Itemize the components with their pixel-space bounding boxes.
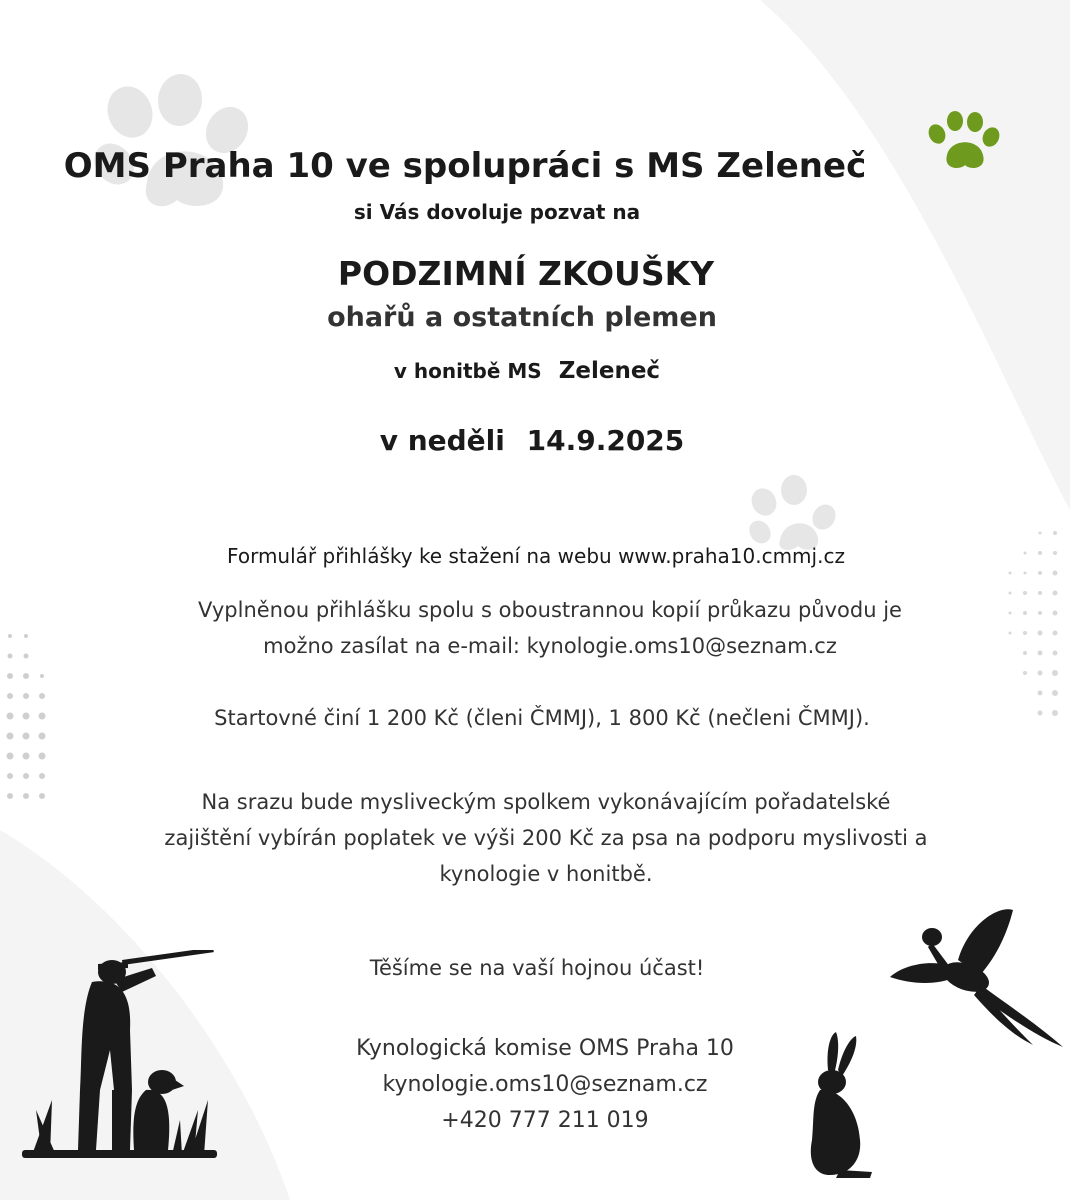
hare-silhouette-icon	[800, 1030, 880, 1180]
form-download-text: Formulář přihlášky ke stažení na webu www.praha10.cmmj.cz	[227, 544, 845, 568]
send-application-line-2: možno zasílat na e-mail: kynologie.oms10@seznam.cz	[263, 634, 837, 658]
extra-fee-line-3: kynologie v honitbě.	[439, 862, 653, 886]
closing-text: Těšíme se na vaší hojnou účast!	[369, 956, 705, 980]
page-title: OMS Praha 10 ve spolupráci s MS Zeleneč	[63, 146, 867, 186]
extra-fee-line-2: zajištění vybírán poplatek ve výši 200 Kč za psa na podporu myslivosti a	[164, 826, 928, 850]
venue	[0, 358, 1062, 384]
contact-phone: +420 777 211 019	[441, 1108, 649, 1133]
send-application-line-1: Vyplněnou přihlášku spolu s oboustrannou kopií průkazu původu je	[198, 598, 902, 622]
venue-prefix: v honitbě MS	[393, 359, 542, 383]
pheasant-silhouette-icon	[888, 905, 1068, 1055]
invitation-subtitle: si Vás dovoluje pozvat na	[353, 200, 641, 224]
hunter-silhouette-icon	[22, 950, 222, 1170]
paw-print-icon	[92, 72, 262, 212]
entry-fee-text: Startovné činí 1 200 Kč (členi ČMMJ), 1 800 Kč (nečleni ČMMJ).	[214, 706, 870, 730]
date-value: 14.9.2025	[526, 424, 685, 457]
event-name: PODZIMNÍ ZKOUŠKY	[337, 254, 715, 293]
event-date	[0, 424, 1067, 457]
event-breeds: ohařů a ostatních plemen	[327, 302, 717, 333]
extra-fee-line-1: Na srazu bude mysliveckým spolkem vykonávajícím pořadatelské	[201, 790, 891, 814]
venue-name: Zeleneč	[558, 358, 661, 384]
contact-email: kynologie.oms10@seznam.cz	[382, 1072, 708, 1097]
paw-print-icon	[742, 472, 842, 552]
contact-org: Kynologická komise OMS Praha 10	[356, 1036, 734, 1061]
date-prefix: v neděli	[379, 424, 505, 457]
